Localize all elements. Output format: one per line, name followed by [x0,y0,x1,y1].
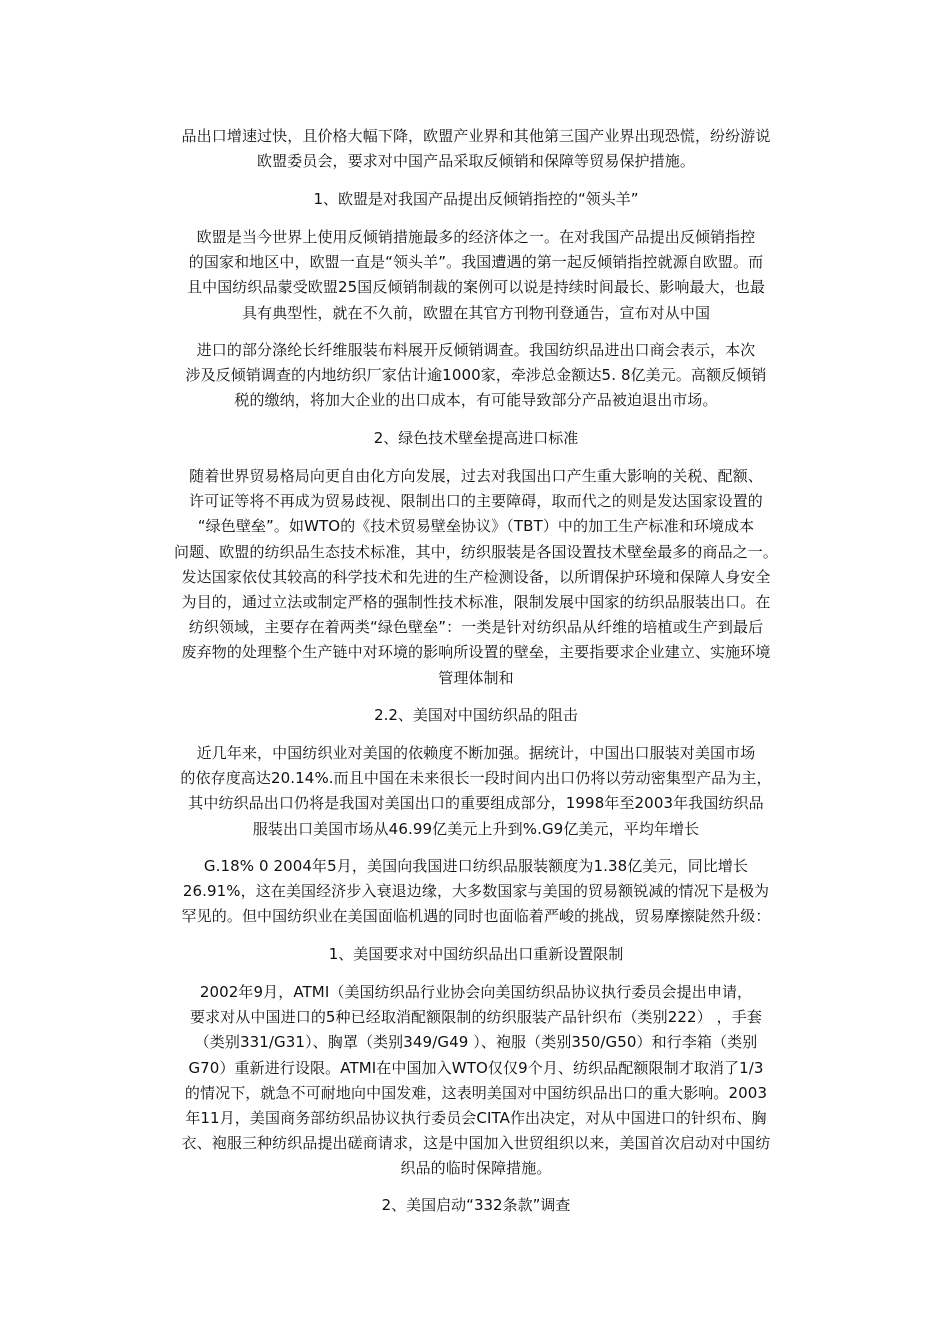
paragraph-line: 欧盟是当今世界上使用反倾销措施最多的经济体之一。在对我国产品提出反倾销指控 [196,228,756,246]
paragraph-line: 衣、袍服三种纺织品提出磋商请求，这是中国加入世贸组织以来，美国首次启动对中国纺 [181,1134,771,1153]
heading-us-obstruction [140,703,812,728]
paragraph-line: 管理体制和 [438,668,514,687]
paragraph-green-barrier [140,464,812,691]
heading-text: 2.2、美国对中国纺织品的阻击 [374,706,578,724]
paragraph-line: 织品的临时保障措施。 [400,1159,552,1178]
paragraph-line: 且中国纺织品蒙受欧盟25国反倾销制裁的案例可以说是持续时间最长、影响最大，也最 [187,278,765,297]
paragraph-line: 年11月，美国商务部纺织品协议执行委员会CITA作出决定，对从中国进口的针织布、胸 [185,1109,767,1128]
paragraph-line: 进口的部分涤纶长纤维服装布料展开反倾销调查。我国纺织品进出口商会表示，本次 [196,341,756,359]
paragraph-line: 品出口增速过快，且价格大幅下降，欧盟产业界和其他第三国产业界出现恐慌，纷纷游说 [181,127,771,145]
paragraph-polyester-investigation [140,338,812,414]
heading-section-332 [140,1193,812,1218]
paragraph-line: 问题、欧盟的纺织品生态技术标准，其中，纺织服装是各国设置技术壁垒最多的商品之一。 [173,542,778,561]
paragraph-line: 2002年9月，ATMI（美国纺织品行业协会向美国纺织品协议执行委员会提出申请， [199,983,753,1001]
paragraph-line: 26.91%，这在美国经济步入衰退边缘，大多数国家与美国的贸易额锐减的情况下是极为 [182,882,770,901]
paragraph-line: 服装出口美国市场从46.99亿美元上升到%.G9亿美元，平均年增长 [252,819,700,838]
paragraph-line: 随着世界贸易格局向更自由化方向发展，过去对我国出口产生重大影响的关税、配额、 [189,467,763,485]
paragraph-line: 涉及反倾销调查的内地纺织厂家估计逾1000家，牵涉总金额达5. 8亿美元。高额反倾销 [185,366,767,385]
paragraph-line: 税的缴纳，将加大企业的出口成本，有可能导致部分产品被迫退出市场。 [234,391,718,410]
paragraph-line: 发达国家依仗其较高的科学技术和先进的生产检测设备，以所谓保护环境和保障人身安全 [181,567,771,586]
heading-text: 1、欧盟是对我国产品提出反倾销指控的“领头羊” [313,190,639,208]
paragraph-line: 纺织领域，主要存在着两类“绿色壁垒”：一类是针对纺织品从纤维的培植或生产到最后 [188,618,764,637]
paragraph-line: 的依存度高达20.14%.而且中国在未来很长一段时间内出口仍将以劳动密集型产品为主， [180,769,772,788]
paragraph-line: 要求对从中国进口的5种已经取消配额限制的纺织服装产品针织布（类别222） ，手套 [190,1008,762,1027]
paragraph-line: 近几年来，中国纺织业对美国的依赖度不断加强。据统计，中国出口服装对美国市场 [196,744,756,762]
paragraph-line: 罕见的。但中国纺织业在美国面临机遇的同时也面临着严峻的挑战，贸易摩擦陡然升级： [181,907,771,926]
paragraph-line: （类别331/G31）、胸罩（类别349/G49 ）、袍服（类别350/G50）和行李箱（类别 [194,1033,758,1052]
paragraph-line: G70）重新进行设限。ATMI在中国加入WTO仅仅9个月、纺织品配额限制才取消了1/3 [188,1058,764,1077]
paragraph-line: 废弃物的处理整个生产链中对环境的影响所设置的壁垒，主要指要求企业建立、实施环境 [181,643,771,662]
paragraph-line: 为目的，通过立法或制定严格的强制性技术标准，限制发展中国家的纺织品服装出口。在 [181,593,771,612]
paragraph-eu-antidumping [140,225,812,326]
paragraph-line: “绿色壁垒”。如WTO的《技术贸易壁垒协议》（TBT）中的加工生产标准和环境成本 [197,517,755,536]
paragraph-line: 具有典型性，就在不久前，欧盟在其官方刊物刊登通告，宣布对从中国 [241,303,711,322]
paragraph-intro [140,124,812,174]
heading-text: 2、绿色技术壁垒提高进口标准 [373,429,579,447]
paragraph-2004-growth [140,854,812,930]
heading-eu-leader [140,187,812,212]
paragraph-line: 其中纺织品出口仍将是我国对美国出口的重要组成部分，1998年至2003年我国纺织品 [188,794,764,813]
paragraph-us-dependence [140,741,812,842]
paragraph-line: G.18% 0 2004年5月，美国向我国进口纺织品服装额度为1.38亿美元，同比增长 [203,857,749,875]
heading-green-barrier [140,426,812,451]
paragraph-atmi-petition [140,980,812,1182]
heading-text: 1、美国要求对中国纺织品出口重新设置限制 [328,945,624,963]
paragraph-line: 的国家和地区中，欧盟一直是“领头羊”。我国遭遇的第一起反倾销指控就源自欧盟。而 [188,253,764,272]
paragraph-line: 欧盟委员会，要求对中国产品采取反倾销和保障等贸易保护措施。 [257,152,695,171]
paragraph-line: 许可证等将不再成为贸易歧视、限制出口的主要障碍，取而代之的则是发达国家设置的 [189,492,763,511]
paragraph-line: 的情况下，就急不可耐地向中国发难，这表明美国对中国纺织品出口的重大影响。2003 [184,1083,768,1102]
heading-us-restrictions [140,942,812,967]
heading-text: 2、美国启动“332条款”调查 [381,1196,571,1214]
